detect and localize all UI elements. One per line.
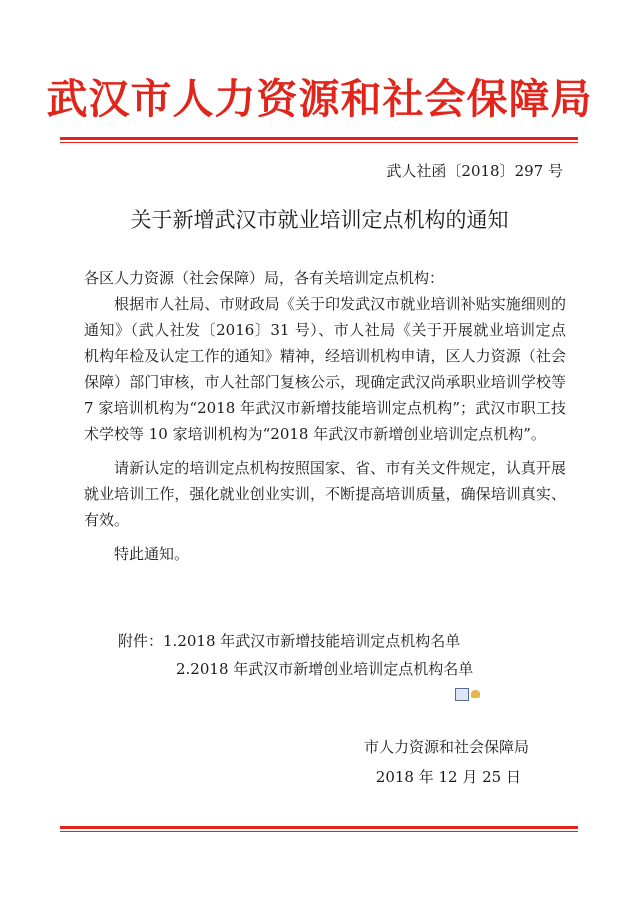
attachment-row-1 [118, 627, 473, 655]
body-paragraph-2: 请新认定的培训定点机构按照国家、省、市有关文件规定，认真开展就业培训工作，强化就业创业实训，不断提高培训质量，确保培训真实、有效。 [84, 459, 566, 529]
header-red-rule-thick [60, 137, 578, 140]
document-link-icon[interactable] [455, 688, 469, 701]
lock-icon [471, 690, 480, 698]
notice-body [84, 265, 566, 567]
attachment-icons [455, 688, 483, 700]
header-red-rule-thin [60, 142, 578, 143]
attachments-lead: 附件： [118, 632, 164, 650]
agency-title: 武汉市人力资源和社会保障局 [46, 75, 593, 123]
attachment-item[interactable]: 1.2018 年武汉市新增技能培训定点机构名单 [163, 632, 461, 650]
signature-date: 2018 年 12 月 25 日 [375, 768, 521, 786]
document-number: 武人社函〔2018〕297 号 [386, 162, 563, 180]
attachments-list [118, 627, 473, 683]
attachment-item[interactable]: 2.2018 年武汉市新增创业培训定点机构名单 [176, 660, 474, 678]
body-paragraph-1: 根据市人社局、市财政局《关于印发武汉市就业培训补贴实施细则的通知》（武人社发〔2016〕31 号）、市人社局《关于开展就业培训定点机构年检及认定工作的通知》精神，经培训机构申请，区人力资源（社会保障）部门审核，市人社部门复核公示，现确定武汉尚承职业培训学校等 7 家培训机构为“2018 年武汉市新增技能培训定点机构”；武汉市职工技术学校等 10 家培训机构为“2018 年武汉市新增创业培训定点机构”。 [84, 295, 566, 443]
footer-red-rule-thick [60, 826, 578, 829]
signer-organization: 市人力资源和社会保障局 [363, 738, 529, 756]
closing-line: 特此通知。 [114, 545, 190, 563]
attachment-row-2 [118, 655, 473, 683]
notice-title: 关于新增武汉市就业培训定点机构的通知 [130, 208, 509, 232]
footer-red-rule-thin [60, 831, 578, 832]
salutation: 各区人力资源（社会保障）局，各有关培训定点机构： [84, 269, 445, 287]
